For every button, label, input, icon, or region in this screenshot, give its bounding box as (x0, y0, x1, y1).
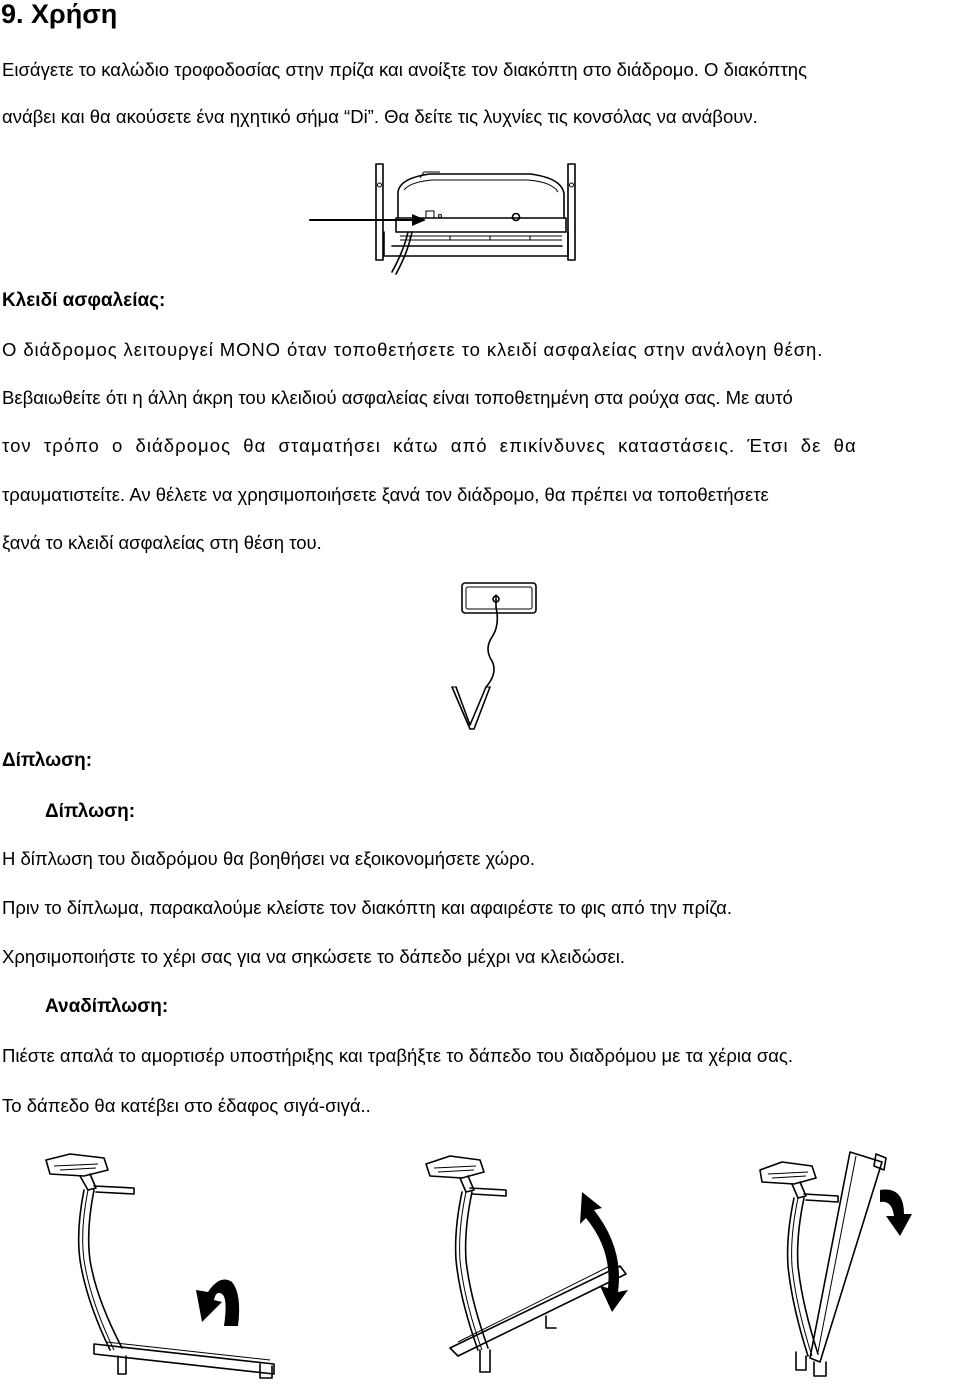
folding-heading-main: Δίπλωση: (2, 750, 93, 771)
intro-line-1: Εισάγετε το καλώδιο τροφοδοσίας στην πρίζα και ανοίξτε τον διακόπτη στο διάδρομο. Ο διακόπτης (2, 59, 807, 80)
folding-heading-sub: Δίπλωση: (45, 801, 136, 822)
folding-line-1: Η δίπλωση του διαδρόμου θα βοηθήσει να εξοικονομήσετε χώρο. (2, 848, 536, 869)
safety-key-line-1-text: Ο διάδρομος λειτουργεί ΜΟΝΟ όταν τοποθετήσετε το κλειδί ασφαλείας στην ανάλογη θέση. (2, 339, 824, 360)
unfolding-line-1: Πιέστε απαλά το αμορτισέρ υποστήριξης και τραβήξτε το δάπεδο του διαδρόμου με τα χέρια σας. (2, 1045, 793, 1066)
treadmill-folding-figure (330, 1150, 650, 1382)
safety-key-line-3: τον τρόπο ο διάδρομος θα σταματήσει κάτω από επικίνδυνες καταστάσεις. Έτσι δε θα (2, 435, 857, 456)
safety-key-line-2: Βεβαιωθείτε ότι η άλλη άκρη του κλειδιού ασφαλείας είναι τοποθετημένη στα ρούχα σας. Με αυτό (2, 387, 793, 408)
treadmill-folded-figure (700, 1130, 940, 1382)
section-title: 9. Χρήση (1, 0, 118, 29)
unfolding-line-2: Το δάπεδο θα κατέβει στο έδαφος σιγά-σιγά.. (2, 1095, 371, 1116)
treadmill-unfolded-figure (10, 1150, 290, 1382)
safety-key-heading: Κλειδί ασφαλείας: (2, 290, 166, 311)
unfolding-heading: Αναδίπλωση: (45, 996, 169, 1017)
folding-line-2: Πριν το δίπλωμα, παρακαλούμε κλείστε τον διακόπτη και αφαιρέστε το φις από την πρίζα. (2, 897, 733, 918)
safety-key-line-1 (2, 336, 957, 363)
safety-key-line-4: τραυματιστείτε. Αν θέλετε να χρησιμοποιήσετε ξανά τον διάδρομο, θα πρέπει να τοποθετήσετε (2, 484, 769, 505)
folding-line-3: Χρησιμοποιήστε το χέρι σας για να σηκώσετε το δάπεδο μέχρι να κλειδώσει. (2, 946, 626, 967)
safety-key-figure (430, 575, 540, 755)
treadmill-power-switch-figure (300, 160, 590, 280)
safety-key-line-5: ξανά το κλειδί ασφαλείας στη θέση του. (2, 532, 322, 553)
intro-line-2: ανάβει και θα ακούσετε ένα ηχητικό σήμα “Di”. Θα δείτε τις λυχνίες τις κονσόλας να ανάβουν. (2, 106, 758, 127)
